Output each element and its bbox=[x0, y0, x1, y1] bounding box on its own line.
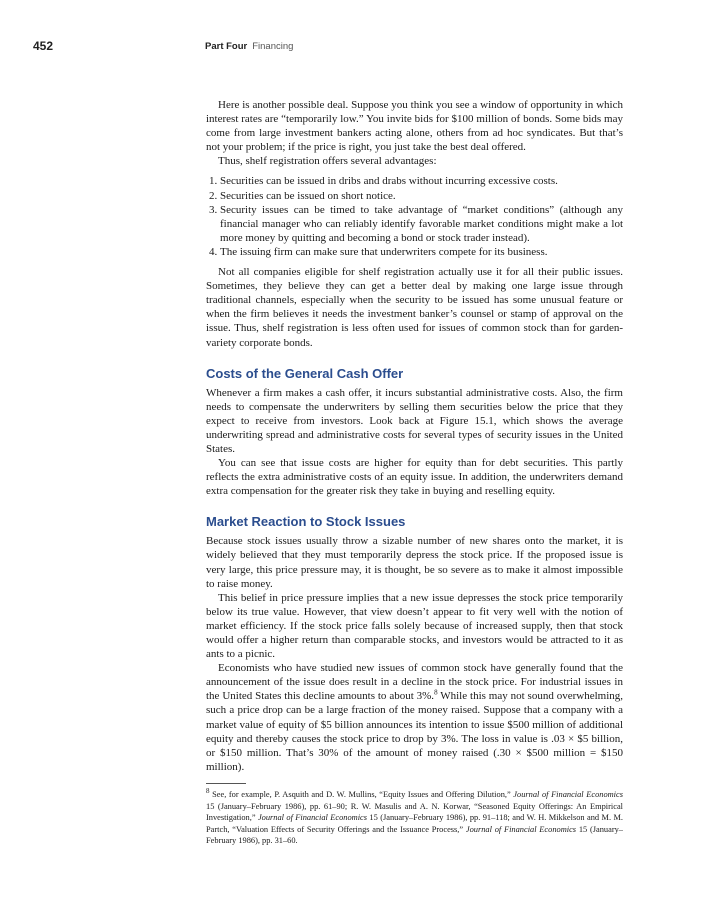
running-head bbox=[205, 41, 293, 52]
market-paragraph-2: This belief in price pressure implies that a new issue depresses the stock price temporarily below its true value. However, that view doesn’t appear to fit very well with the notion of market efficiency. If the stock price falls solely because of increased supply, then that stock would offer a higher return than comparable stocks, and investors would be attracted to it as ants to a picnic. bbox=[206, 591, 623, 661]
footnote bbox=[206, 789, 623, 847]
market-paragraph-3-end: While this may not sound overwhelming, such a price drop can be a large fraction of the money raised. Suppose that a company with a market value of equity of $5 billion announces its intention to issue $500 million of additional equity and thereby causes the stock price to drop by 3%. The loss in value is .03 × $5 billion, or $150 million. That’s 30% of the amount of money raised (.30 × $500 million = $150 million). bbox=[206, 690, 623, 773]
footnote-rule bbox=[206, 783, 246, 784]
journal-title: Journal of Financial Economics bbox=[465, 824, 577, 834]
footnote-text: 15 (January–February 1986), pp. 91–118; and W. H. Mikkelson and M. M. Partch, “Valuation Effects of Security Offerings and the Issuance Process,” bbox=[206, 813, 623, 834]
list-item: 4. The issuing firm can make sure that underwriters compete for its business. bbox=[220, 245, 623, 259]
footnote-text: See, for example, P. Asquith and D. W. Mullins, “Equity Issues and Offering Dilution,” bbox=[209, 789, 514, 799]
costs-paragraph-2: You can see that issue costs are higher for equity than for debt securities. This partly reflects the extra administrative costs of an equity issue. In addition, the underwriters demand extra compensation for the greater risk they take in buying and reselling equity. bbox=[206, 457, 623, 498]
footnote-reference[interactable]: 8 bbox=[434, 688, 438, 697]
footnote-marker: 8 bbox=[206, 787, 210, 796]
section-heading-costs: Costs of the General Cash Offer bbox=[206, 365, 404, 381]
market-paragraph-3 bbox=[206, 661, 623, 774]
list-item: 2. Securities can be issued on short notice. bbox=[220, 189, 623, 203]
shelf-paragraph: Not all companies eligible for shelf registration actually use it for all their public issues. Sometimes, they believe they can get a better deal by making one large issue through traditional channels, especially when the security to be issued has some unusual feature or when the firm believes it needs the investment banker’s counsel or stamp of approval on the issue. Thus, shelf registration is less often used for issues of common stock than for garden-variety corporate bonds. bbox=[206, 266, 623, 349]
costs-paragraph-1: Whenever a firm makes a cash offer, it incurs substantial administrative costs. Also, the firm needs to compensate the underwriters by selling them securities below the price that they expect to receive from investors. Look back at Figure 15.1, which shows the average underwriting spread and administrative costs for several types of security issues in the United States. bbox=[206, 386, 623, 455]
part-label: Part Four bbox=[205, 41, 248, 52]
advantages-list bbox=[206, 174, 623, 259]
list-item: 3. Security issues can be timed to take advantage of “market conditions” (although any financial manager who can reliably identify favorable market conditions might make a lot more money by quitting and becoming a bond or stock trader instead). bbox=[220, 203, 623, 245]
intro-paragraph: Here is another possible deal. Suppose you think you see a window of opportunity in which interest rates are “temporarily low.” You invite bids for $100 million of bonds. Some bids may come from large investment bankers acting alone, others from ad hoc syndicates. But that’s not your problem; if the price is right, you just take the best deal offered. bbox=[206, 99, 623, 154]
footnote-text: 15 (January–February 1986), pp. 61–90; R. W. Masulis and A. N. Korwar, “Seasoned Equity Offerings: An Empirical Investigation,” bbox=[206, 801, 623, 823]
body-column bbox=[206, 98, 623, 847]
section-heading-market: Market Reaction to Stock Issues bbox=[206, 514, 406, 530]
footnote-text: 15 (January–February 1986), pp. 31–60. bbox=[206, 824, 623, 846]
market-paragraph-3-start: Economists who have studied new issues of common stock have generally found that the announcement of the issue does result in a decline in the stock price. For industrial issues in the United States this decline amounts to about 3%. bbox=[206, 662, 623, 703]
page-number: 452 bbox=[33, 39, 54, 53]
market-paragraph-1: Because stock issues usually throw a sizable number of new shares onto the market, it is widely believed that they must temporarily depress the stock price. If the proposed issue is very large, this price pressure may, it is thought, be so severe as to make it almost impossible to raise money. bbox=[206, 535, 623, 590]
advantages-lead: Thus, shelf registration offers several advantages: bbox=[218, 155, 437, 168]
journal-title: Journal of Financial Economics bbox=[513, 789, 623, 799]
section-label: Financing bbox=[252, 41, 294, 52]
list-item: 1. Securities can be issued in dribs and drabs without incurring excessive costs. bbox=[220, 174, 623, 188]
journal-title: Journal of Financial Economics bbox=[257, 813, 368, 823]
